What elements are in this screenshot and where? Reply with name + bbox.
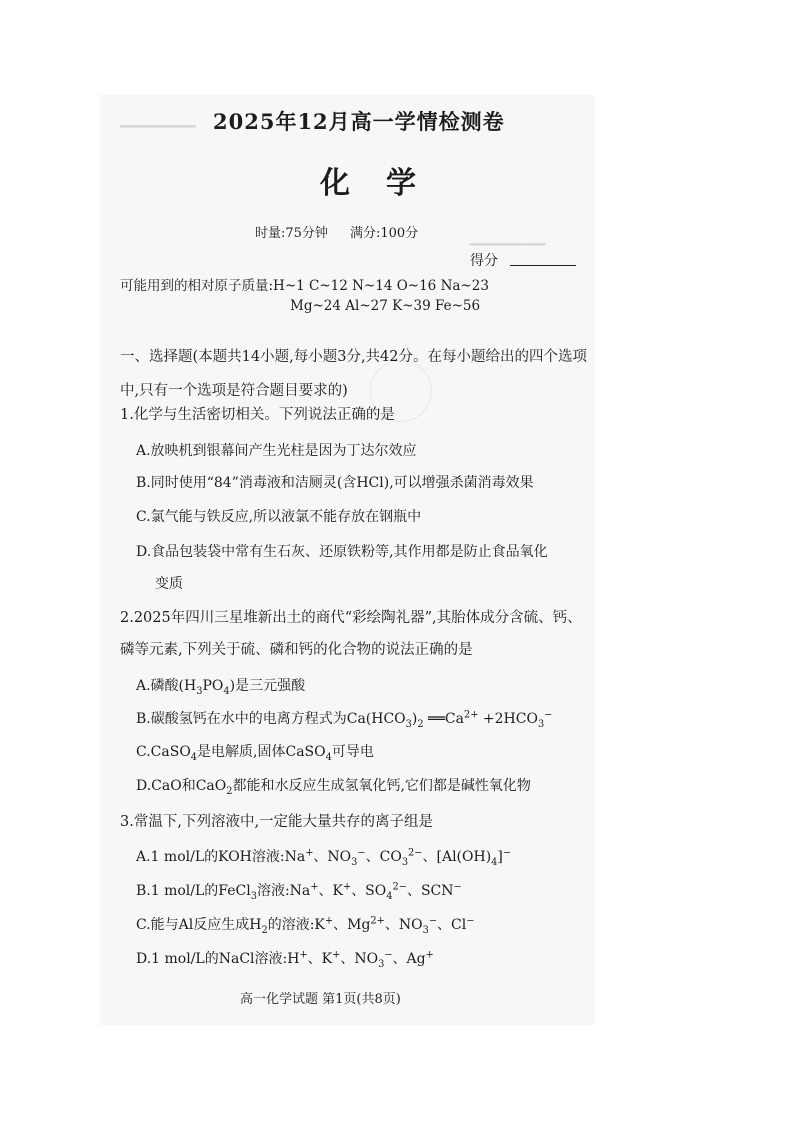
question-3-option-a: A.1 mol/L的KOH溶液:Na+、$NO_3^-$、$CO_3^{2-}$、$[Al(OH)_4]^-$ xyxy=(136,847,512,868)
bleed-through-text: ▁▁▁▁▁▁▁ xyxy=(470,230,546,246)
exam-title: 2025年12月高一学情检测卷 xyxy=(213,109,505,134)
question-2-stem: 2.2025年四川三星堆新出土的商代“彩绘陶礼器”,其胎体成分含硫、钙、 xyxy=(120,610,582,626)
bleed-through-text: ▁▁▁▁▁▁▁ xyxy=(120,112,196,128)
question-3-stem: 3.常温下,下列溶液中,一定能大量共存的离子组是 xyxy=(120,814,434,830)
question-3-option-c: C.能与Al反应生成$H_2$的溶液:K+、$Mg^{2+}$、$NO_3^-$、Cl− xyxy=(136,915,475,936)
question-2-option-d: D.CaO和CaO$_2$都能和水反应生成氢氧化钙,它们都是碱性氧化物 xyxy=(136,778,531,797)
question-1-stem: 1.化学与生活密切相关。下列说法正确的是 xyxy=(120,407,395,423)
score-blank-line[interactable] xyxy=(510,265,576,266)
question-3-option-d: D.1 mol/L的NaCl溶液:H+、K+、$NO_3^-$、Ag+ xyxy=(136,949,434,970)
question-2-stem-cont: 磷等元素,下列关于硫、磷和钙的化合物的说法正确的是 xyxy=(120,642,473,658)
question-1-option-a: A.放映机到银幕间产生光柱是因为丁达尔效应 xyxy=(136,443,417,459)
question-1-option-d: D.食品包装袋中常有生石灰、还原铁粉等,其作用都是防止食品氧化 xyxy=(136,544,548,560)
question-3-option-b: B.1 mol/L的FeCl$_3$溶液:Na+、K+、$SO_4^{2-}$、SCN− xyxy=(136,881,462,902)
question-2-option-a: A.磷酸$(H_3PO_4)$是三元强酸 xyxy=(136,678,306,697)
subject-name: 化学 xyxy=(320,166,452,201)
full-score: 满分:100分 xyxy=(350,226,419,241)
question-2-option-b: B.碳酸氢钙在水中的电离方程式为$Ca(HCO_3)_2$ $══Ca^{2+} +2HCO_3^-$ xyxy=(136,709,553,730)
question-2-option-c: C.CaSO$_4$是电解质,固体CaSO$_4$可导电 xyxy=(136,744,374,763)
score-label: 得分 xyxy=(470,253,498,269)
atomic-masses-line-1: 可能用到的相对原子质量:H~1 C~12 N~14 O~16 Na~23 xyxy=(120,278,489,294)
section-heading: 一、选择题(本题共14小题,每小题3分,共42分。在每小题给出的四个选项中,只有一个选项是符合题目要求的) xyxy=(120,349,587,399)
exam-duration: 时量:75分钟 xyxy=(255,226,328,241)
question-1-option-b: B.同时使用“84”消毒液和洁厕灵(含HCl),可以增强杀菌消毒效果 xyxy=(136,475,534,491)
page-footer: 高一化学试题 第1页(共8页) xyxy=(240,992,401,1007)
atomic-masses-line-2: Mg~24 Al~27 K~39 Fe~56 xyxy=(290,298,481,314)
question-1-option-d-cont: 变质 xyxy=(155,576,183,592)
question-1-option-c: C.氯气能与铁反应,所以液氯不能存放在钢瓶中 xyxy=(136,509,422,525)
